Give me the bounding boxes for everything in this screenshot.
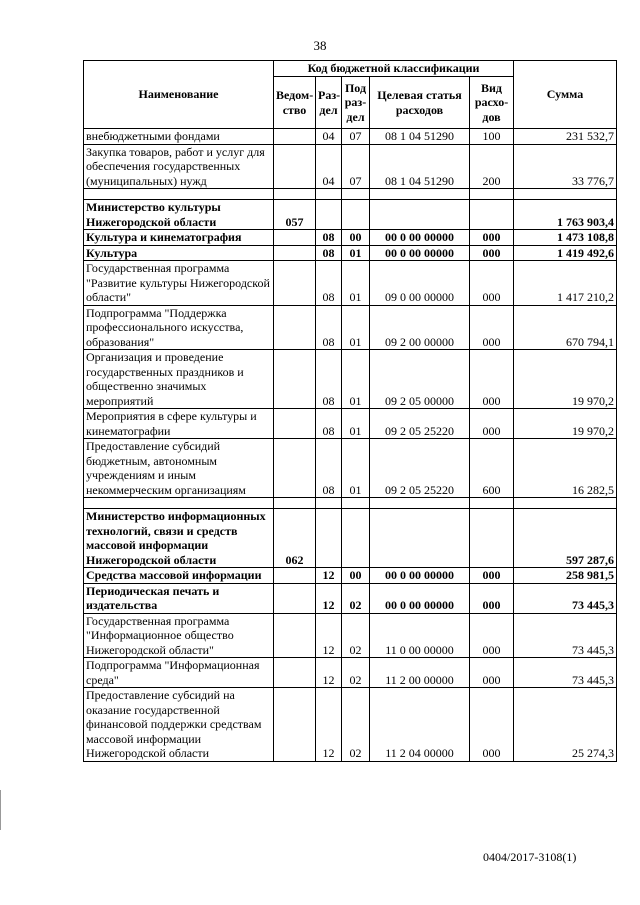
row-razdel: 08 bbox=[316, 245, 342, 261]
row-name: Культура и кинематография bbox=[84, 230, 274, 246]
row-vedomstvo: 057 bbox=[274, 200, 316, 230]
row-sum: 25 274,3 bbox=[514, 688, 617, 762]
row-vid: 200 bbox=[470, 144, 514, 189]
row-name: Государственная программа "Информационное общество Нижегородской области" bbox=[84, 613, 274, 658]
row-celevaya bbox=[370, 509, 470, 568]
row-celevaya bbox=[370, 200, 470, 230]
row-name: Министерство информационных технологий, связи и средств массовой информации Нижегородской области bbox=[84, 509, 274, 568]
row-name: Средства массовой информации bbox=[84, 568, 274, 584]
row-razdel: 04 bbox=[316, 144, 342, 189]
row-name: Предоставление субсидий на оказание государственной финансовой поддержки средствам массовой информации Нижегородской области bbox=[84, 688, 274, 762]
header-celevaya: Целевая статья расходов bbox=[370, 77, 470, 129]
row-podrazdel: 07 bbox=[342, 144, 370, 189]
row-celevaya: 00 0 00 00000 bbox=[370, 230, 470, 246]
row-sum: 231 532,7 bbox=[514, 129, 617, 145]
header-podrazdel: Под раз-дел bbox=[342, 77, 370, 129]
row-razdel: 08 bbox=[316, 409, 342, 439]
row-razdel bbox=[316, 200, 342, 230]
spacer-row bbox=[84, 498, 617, 509]
row-sum: 1 473 108,8 bbox=[514, 230, 617, 246]
table-row bbox=[84, 688, 617, 762]
row-podrazdel: 01 bbox=[342, 350, 370, 409]
row-sum: 33 776,7 bbox=[514, 144, 617, 189]
row-name: Культура bbox=[84, 245, 274, 261]
table-row bbox=[84, 129, 617, 145]
row-celevaya: 09 2 05 00000 bbox=[370, 350, 470, 409]
footer-code: 0404/2017-3108(1) bbox=[483, 850, 577, 864]
row-celevaya: 09 2 00 00000 bbox=[370, 305, 470, 350]
row-celevaya: 11 0 00 00000 bbox=[370, 613, 470, 658]
header-sum: Сумма bbox=[514, 61, 617, 129]
row-vid: 000 bbox=[470, 613, 514, 658]
row-vedomstvo bbox=[274, 613, 316, 658]
row-podrazdel: 01 bbox=[342, 261, 370, 306]
row-vid: 000 bbox=[470, 305, 514, 350]
row-name: Закупка товаров, работ и услуг для обеспечения государственных (муниципальных) нужд bbox=[84, 144, 274, 189]
row-sum: 1 417 210,2 bbox=[514, 261, 617, 306]
row-podrazdel: 02 bbox=[342, 583, 370, 613]
table-row bbox=[84, 658, 617, 688]
table-body bbox=[84, 129, 617, 762]
row-podrazdel: 02 bbox=[342, 688, 370, 762]
row-vid: 000 bbox=[470, 583, 514, 613]
row-name: Предоставление субсидий бюджетным, автономным учреждениям и иным некоммерческим организациям bbox=[84, 439, 274, 498]
row-vid bbox=[470, 200, 514, 230]
row-celevaya: 00 0 00 00000 bbox=[370, 568, 470, 584]
row-vid: 600 bbox=[470, 439, 514, 498]
table-row bbox=[84, 568, 617, 584]
row-vid bbox=[470, 509, 514, 568]
row-vid: 000 bbox=[470, 245, 514, 261]
row-vedomstvo: 062 bbox=[274, 509, 316, 568]
row-vedomstvo bbox=[274, 144, 316, 189]
row-celevaya: 09 2 05 25220 bbox=[370, 439, 470, 498]
header-razdel: Раз-дел bbox=[316, 77, 342, 129]
row-sum: 597 287,6 bbox=[514, 509, 617, 568]
header-vedomstvo: Ведом-ство bbox=[274, 77, 316, 129]
row-podrazdel bbox=[342, 200, 370, 230]
table-row bbox=[84, 261, 617, 306]
row-sum: 1 763 903,4 bbox=[514, 200, 617, 230]
row-vedomstvo bbox=[274, 583, 316, 613]
row-vid: 000 bbox=[470, 230, 514, 246]
row-podrazdel: 00 bbox=[342, 568, 370, 584]
table-row bbox=[84, 200, 617, 230]
row-vid: 000 bbox=[470, 658, 514, 688]
row-sum: 670 794,1 bbox=[514, 305, 617, 350]
row-sum: 19 970,2 bbox=[514, 350, 617, 409]
row-razdel: 12 bbox=[316, 613, 342, 658]
row-celevaya: 08 1 04 51290 bbox=[370, 144, 470, 189]
table-row bbox=[84, 350, 617, 409]
scan-edge-mark bbox=[0, 790, 1, 830]
row-vedomstvo bbox=[274, 230, 316, 246]
row-razdel: 12 bbox=[316, 583, 342, 613]
row-sum: 73 445,3 bbox=[514, 658, 617, 688]
row-vedomstvo bbox=[274, 439, 316, 498]
row-sum: 19 970,2 bbox=[514, 409, 617, 439]
row-name: Подпрограмма "Информационная среда" bbox=[84, 658, 274, 688]
row-podrazdel: 02 bbox=[342, 613, 370, 658]
row-celevaya: 00 0 00 00000 bbox=[370, 583, 470, 613]
row-name: Мероприятия в сфере культуры и кинематографии bbox=[84, 409, 274, 439]
row-name: внебюджетными фондами bbox=[84, 129, 274, 145]
row-podrazdel: 00 bbox=[342, 230, 370, 246]
page-number: 38 bbox=[313, 38, 327, 53]
row-razdel bbox=[316, 509, 342, 568]
row-podrazdel bbox=[342, 509, 370, 568]
row-vedomstvo bbox=[274, 261, 316, 306]
row-vedomstvo bbox=[274, 350, 316, 409]
row-celevaya: 08 1 04 51290 bbox=[370, 129, 470, 145]
table-row bbox=[84, 144, 617, 189]
row-razdel: 08 bbox=[316, 350, 342, 409]
row-vid: 000 bbox=[470, 568, 514, 584]
row-razdel: 12 bbox=[316, 568, 342, 584]
row-vid: 000 bbox=[470, 688, 514, 762]
row-sum: 73 445,3 bbox=[514, 613, 617, 658]
header-code-group: Код бюджетной классификации bbox=[274, 61, 514, 77]
row-razdel: 08 bbox=[316, 439, 342, 498]
row-sum: 1 419 492,6 bbox=[514, 245, 617, 261]
row-razdel: 12 bbox=[316, 658, 342, 688]
row-vedomstvo bbox=[274, 305, 316, 350]
table-row bbox=[84, 439, 617, 498]
row-razdel: 08 bbox=[316, 230, 342, 246]
row-sum: 73 445,3 bbox=[514, 583, 617, 613]
row-vedomstvo bbox=[274, 568, 316, 584]
row-razdel: 08 bbox=[316, 305, 342, 350]
row-podrazdel: 01 bbox=[342, 245, 370, 261]
row-name: Организация и проведение государственных праздников и общественно значимых мероприятий bbox=[84, 350, 274, 409]
table-row bbox=[84, 305, 617, 350]
row-podrazdel: 07 bbox=[342, 129, 370, 145]
row-razdel: 12 bbox=[316, 688, 342, 762]
table-row bbox=[84, 613, 617, 658]
row-razdel: 08 bbox=[316, 261, 342, 306]
row-sum: 258 981,5 bbox=[514, 568, 617, 584]
row-vid: 100 bbox=[470, 129, 514, 145]
row-celevaya: 11 2 04 00000 bbox=[370, 688, 470, 762]
row-vedomstvo bbox=[274, 245, 316, 261]
row-podrazdel: 01 bbox=[342, 409, 370, 439]
budget-table bbox=[83, 60, 617, 762]
row-vid: 000 bbox=[470, 261, 514, 306]
table-row bbox=[84, 245, 617, 261]
row-vedomstvo bbox=[274, 129, 316, 145]
table-row bbox=[84, 509, 617, 568]
row-podrazdel: 02 bbox=[342, 658, 370, 688]
row-podrazdel: 01 bbox=[342, 439, 370, 498]
header-vid: Вид расхо-дов bbox=[470, 77, 514, 129]
row-vid: 000 bbox=[470, 350, 514, 409]
row-vedomstvo bbox=[274, 409, 316, 439]
row-celevaya: 09 2 05 25220 bbox=[370, 409, 470, 439]
row-vid: 000 bbox=[470, 409, 514, 439]
header-name: Наименование bbox=[84, 61, 274, 129]
row-vedomstvo bbox=[274, 658, 316, 688]
row-razdel: 04 bbox=[316, 129, 342, 145]
row-name: Подпрограмма "Поддержка профессионального искусства, образования" bbox=[84, 305, 274, 350]
row-celevaya: 00 0 00 00000 bbox=[370, 245, 470, 261]
table-row bbox=[84, 409, 617, 439]
table-row bbox=[84, 583, 617, 613]
table-row bbox=[84, 230, 617, 246]
row-name: Периодическая печать и издательства bbox=[84, 583, 274, 613]
row-vedomstvo bbox=[274, 688, 316, 762]
row-name: Министерство культуры Нижегородской области bbox=[84, 200, 274, 230]
row-name: Государственная программа "Развитие культуры Нижегородской области" bbox=[84, 261, 274, 306]
row-podrazdel: 01 bbox=[342, 305, 370, 350]
row-celevaya: 09 0 00 00000 bbox=[370, 261, 470, 306]
row-sum: 16 282,5 bbox=[514, 439, 617, 498]
spacer-row bbox=[84, 189, 617, 200]
row-celevaya: 11 2 00 00000 bbox=[370, 658, 470, 688]
